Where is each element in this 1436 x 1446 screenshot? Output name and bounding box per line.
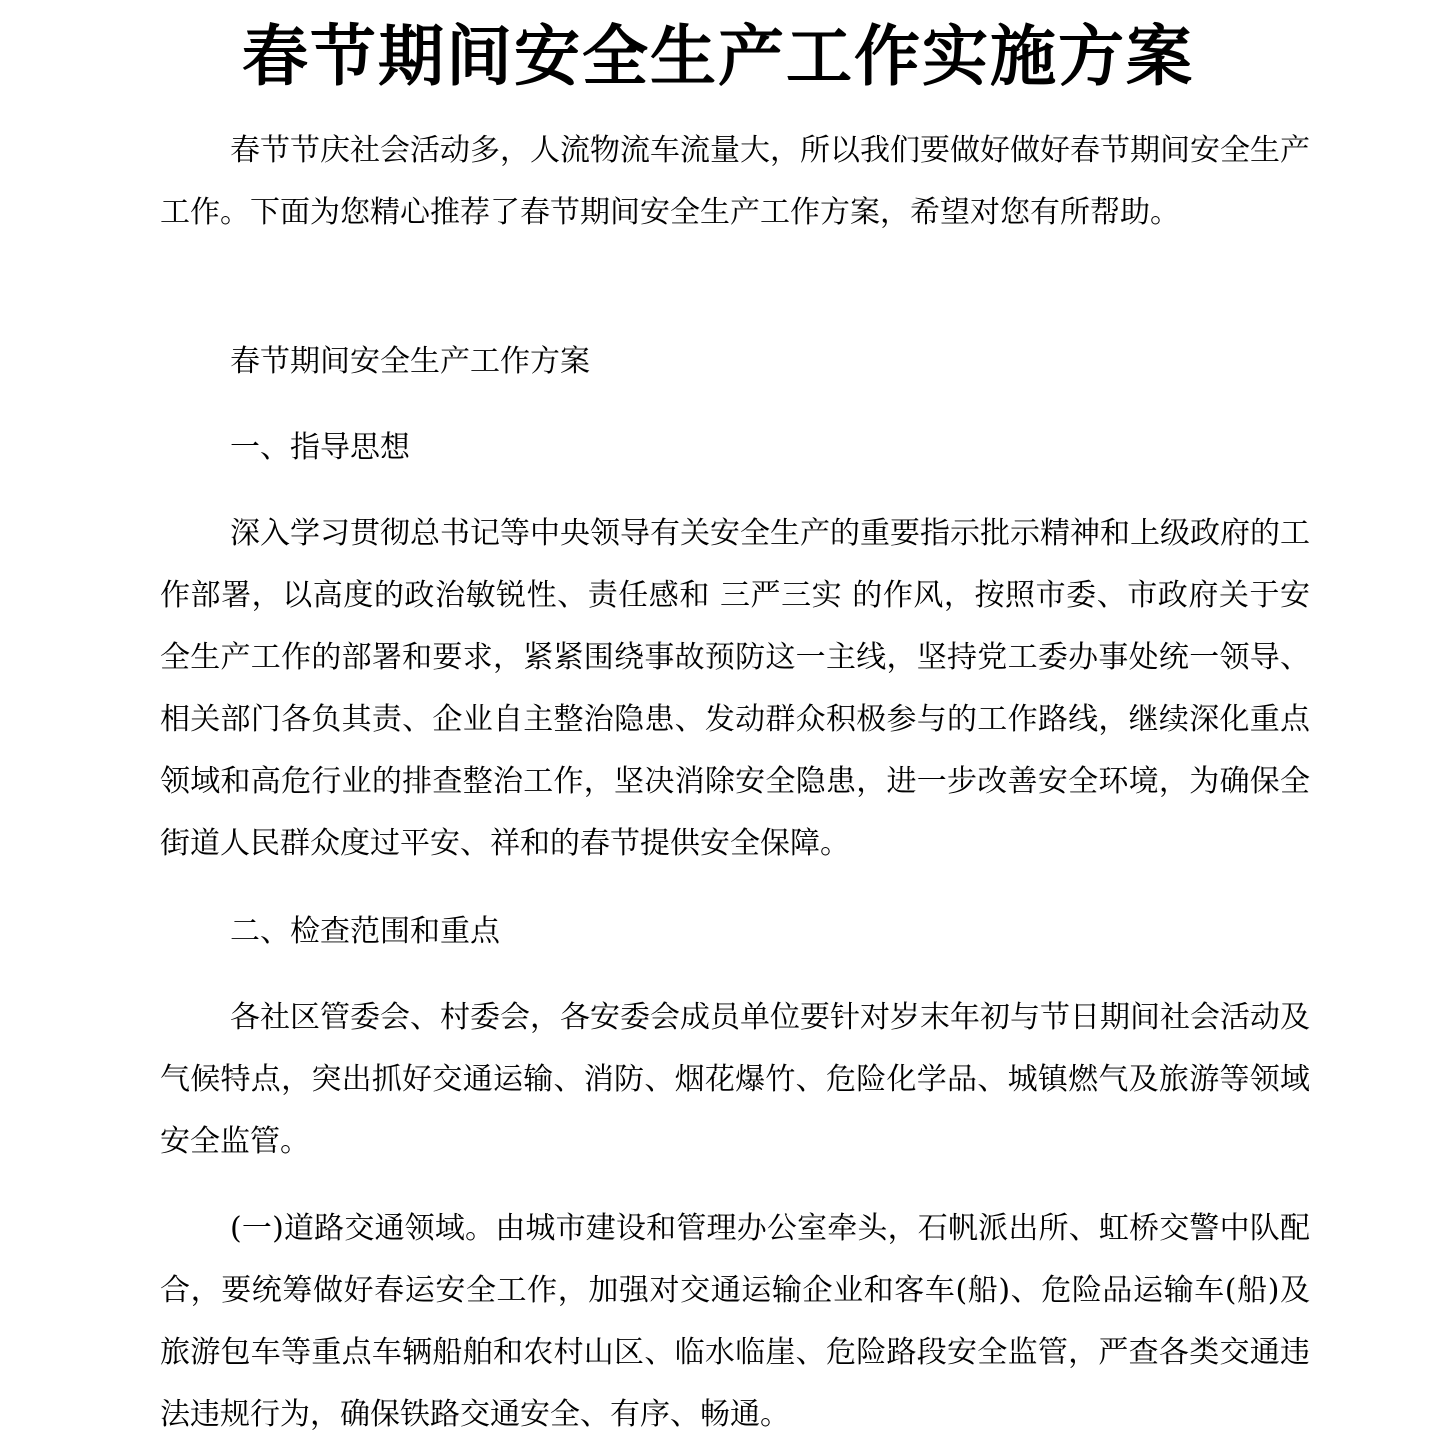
document-title: 春节期间安全生产工作实施方案 (242, 17, 1194, 95)
scope-paragraph: 各社区管委会、村委会，各安委会成员单位要针对岁末年初与节日期间社会活动及气候特点，突出抓好交通运输、消防、烟花爆竹、危险化学品、城镇燃气及旅游等领域安全监管。 (160, 1000, 1310, 1159)
intro-paragraph: 春节节庆社会活动多，人流物流车流量大，所以我们要做好做好春节期间安全生产工作。下面为您精心推荐了春节期间安全生产工作方案，希望对您有所帮助。 (160, 133, 1310, 230)
section-heading-guiding-ideology: 一、指导思想 (230, 430, 410, 465)
road-traffic-paragraph: (一)道路交通领域。由城市建设和管理办公室牵头，石帆派出所、虹桥交警中队配合，要统筹做好春运安全工作，加强对交通运输企业和客车(船)、危险品运输车(船)及旅游包车等重点车辆船舶和农村山区、临水临崖、危险路段安全监管，严查各类交通违法违规行为，确保铁路交通安全、有序、畅通。 (160, 1211, 1310, 1432)
plan-subtitle: 春节期间安全生产工作方案 (230, 344, 590, 379)
section-heading-scope-and-focus: 二、检查范围和重点 (230, 914, 500, 949)
guiding-ideology-paragraph: 深入学习贯彻总书记等中央领导有关安全生产的重要指示批示精神和上级政府的工作部署，以高度的政治敏锐性、责任感和 三严三实 的作风，按照市委、市政府关于安全生产工作的部署和要求，紧紧围绕事故预防这一主线，坚持党工委办事处统一领导、相关部门各负其责、企业自主整治隐患、发动群众积极参与的工作路线，继续深化重点领域和高危行业的排查整治工作，坚决消除安全隐患，进一步改善安全环境，为确保全街道人民群众度过平安、祥和的春节提供安全保障。 (160, 516, 1310, 861)
